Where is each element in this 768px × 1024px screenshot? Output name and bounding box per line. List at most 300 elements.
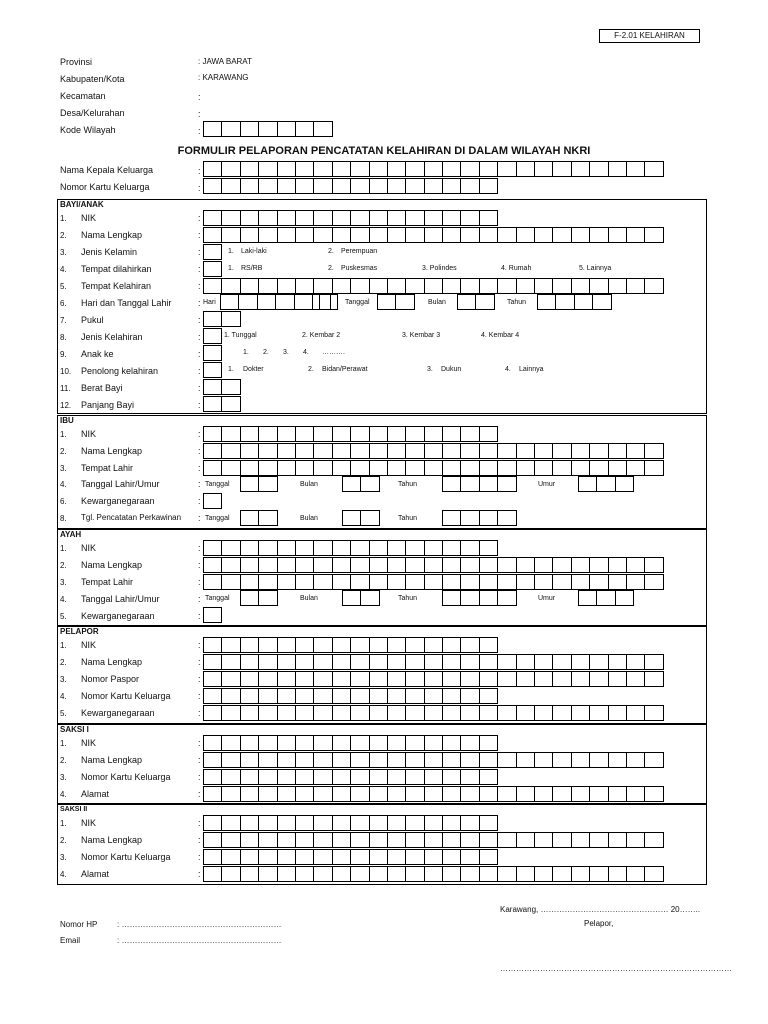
bayi-nik-boxes[interactable]: [203, 210, 497, 226]
input-cell[interactable]: [497, 460, 516, 476]
input-cell[interactable]: [626, 557, 645, 573]
input-cell[interactable]: [240, 769, 259, 785]
input-cell[interactable]: [332, 178, 351, 194]
input-cell[interactable]: [405, 849, 424, 865]
input-cell[interactable]: [516, 460, 535, 476]
input-cell[interactable]: [626, 832, 645, 848]
input-cell[interactable]: [387, 460, 406, 476]
input-cell[interactable]: [258, 735, 277, 751]
input-cell[interactable]: [313, 227, 332, 243]
input-cell[interactable]: [571, 752, 590, 768]
input-cell[interactable]: [460, 688, 479, 704]
input-cell[interactable]: [295, 210, 314, 226]
bayi-tanggal-boxes[interactable]: [377, 294, 414, 310]
input-cell[interactable]: [497, 654, 516, 670]
input-cell[interactable]: [534, 752, 553, 768]
input-cell[interactable]: [442, 815, 461, 831]
input-cell[interactable]: [387, 688, 406, 704]
input-cell[interactable]: [424, 752, 443, 768]
input-cell[interactable]: [615, 590, 634, 606]
input-cell[interactable]: [589, 557, 608, 573]
input-cell[interactable]: [479, 866, 498, 882]
input-cell[interactable]: [221, 121, 240, 137]
input-cell[interactable]: [442, 540, 461, 556]
input-cell[interactable]: [295, 443, 314, 459]
input-cell[interactable]: [479, 460, 498, 476]
input-cell[interactable]: [277, 654, 296, 670]
input-cell[interactable]: [277, 866, 296, 882]
input-cell[interactable]: [240, 510, 259, 526]
input-cell[interactable]: [221, 460, 240, 476]
input-cell[interactable]: [387, 278, 406, 294]
input-cell[interactable]: [332, 752, 351, 768]
input-cell[interactable]: [424, 540, 443, 556]
input-cell[interactable]: [387, 161, 406, 177]
input-cell[interactable]: [332, 832, 351, 848]
input-cell[interactable]: [350, 637, 369, 653]
input-cell[interactable]: [332, 574, 351, 590]
ibu-kawin-tgl-boxes[interactable]: [240, 510, 277, 526]
input-cell[interactable]: [479, 178, 498, 194]
input-cell[interactable]: [596, 590, 615, 606]
input-cell[interactable]: [257, 294, 276, 310]
input-cell[interactable]: [295, 688, 314, 704]
input-cell[interactable]: [424, 210, 443, 226]
ibu-kawin-thn-boxes[interactable]: [442, 510, 516, 526]
input-cell[interactable]: [460, 815, 479, 831]
input-cell[interactable]: [258, 688, 277, 704]
input-cell[interactable]: [369, 815, 388, 831]
input-cell[interactable]: [313, 210, 332, 226]
input-cell[interactable]: [342, 590, 361, 606]
ibu-nama-boxes[interactable]: [203, 443, 663, 459]
ayah-umur-boxes[interactable]: [578, 590, 633, 606]
input-cell[interactable]: [203, 688, 222, 704]
input-cell[interactable]: [387, 866, 406, 882]
input-cell[interactable]: [294, 294, 313, 310]
hp-field[interactable]: : ……………………………………………………: [117, 920, 282, 929]
input-cell[interactable]: [589, 278, 608, 294]
input-cell[interactable]: [203, 637, 222, 653]
input-cell[interactable]: [240, 866, 259, 882]
ibu-thn-boxes[interactable]: [442, 476, 516, 492]
input-cell[interactable]: [350, 832, 369, 848]
input-cell[interactable]: [203, 362, 222, 378]
input-cell[interactable]: [369, 210, 388, 226]
input-cell[interactable]: [240, 121, 259, 137]
input-cell[interactable]: [203, 540, 222, 556]
input-cell[interactable]: [203, 210, 222, 226]
input-cell[interactable]: [369, 735, 388, 751]
ibu-bln-boxes[interactable]: [342, 476, 379, 492]
input-cell[interactable]: [442, 460, 461, 476]
input-cell[interactable]: [313, 574, 332, 590]
input-cell[interactable]: [295, 426, 314, 442]
input-cell[interactable]: [424, 443, 443, 459]
input-cell[interactable]: [626, 654, 645, 670]
input-cell[interactable]: [497, 443, 516, 459]
input-cell[interactable]: [405, 705, 424, 721]
input-cell[interactable]: [405, 688, 424, 704]
input-cell[interactable]: [332, 460, 351, 476]
input-cell[interactable]: [589, 786, 608, 802]
input-cell[interactable]: [479, 161, 498, 177]
input-cell[interactable]: [497, 557, 516, 573]
input-cell[interactable]: [295, 786, 314, 802]
input-cell[interactable]: [552, 832, 571, 848]
input-cell[interactable]: [332, 210, 351, 226]
input-cell[interactable]: [350, 278, 369, 294]
input-cell[interactable]: [221, 540, 240, 556]
input-cell[interactable]: [608, 557, 627, 573]
input-cell[interactable]: [203, 557, 222, 573]
kode-wilayah-boxes[interactable]: [203, 121, 332, 137]
input-cell[interactable]: [332, 705, 351, 721]
input-cell[interactable]: [221, 178, 240, 194]
input-cell[interactable]: [240, 735, 259, 751]
input-cell[interactable]: [332, 278, 351, 294]
input-cell[interactable]: [460, 178, 479, 194]
input-cell[interactable]: [626, 752, 645, 768]
input-cell[interactable]: [405, 557, 424, 573]
input-cell[interactable]: [479, 654, 498, 670]
input-cell[interactable]: [258, 832, 277, 848]
input-cell[interactable]: [350, 161, 369, 177]
ibu-kwn-box[interactable]: [203, 493, 221, 509]
input-cell[interactable]: [460, 769, 479, 785]
input-cell[interactable]: [313, 443, 332, 459]
input-cell[interactable]: [479, 574, 498, 590]
saksi2-nama-boxes[interactable]: [203, 832, 663, 848]
input-cell[interactable]: [369, 688, 388, 704]
input-cell[interactable]: [405, 786, 424, 802]
input-cell[interactable]: [405, 769, 424, 785]
input-cell[interactable]: [387, 426, 406, 442]
input-cell[interactable]: [552, 752, 571, 768]
input-cell[interactable]: [221, 688, 240, 704]
input-cell[interactable]: [295, 637, 314, 653]
input-cell[interactable]: [497, 866, 516, 882]
input-cell[interactable]: [571, 866, 590, 882]
input-cell[interactable]: [277, 832, 296, 848]
input-cell[interactable]: [277, 705, 296, 721]
ibu-tgl-boxes[interactable]: [240, 476, 277, 492]
input-cell[interactable]: [221, 849, 240, 865]
input-cell[interactable]: [534, 786, 553, 802]
input-cell[interactable]: [313, 705, 332, 721]
input-cell[interactable]: [277, 540, 296, 556]
input-cell[interactable]: [644, 227, 663, 243]
input-cell[interactable]: [258, 574, 277, 590]
input-cell[interactable]: [615, 476, 634, 492]
saksi1-alamat-boxes[interactable]: [203, 786, 663, 802]
input-cell[interactable]: [369, 460, 388, 476]
input-cell[interactable]: [240, 590, 259, 606]
pelapor-nama-boxes[interactable]: [203, 654, 663, 670]
bayi-jk-box[interactable]: [203, 244, 221, 260]
input-cell[interactable]: [313, 278, 332, 294]
nomor-kk-boxes[interactable]: [203, 178, 497, 194]
input-cell[interactable]: [589, 574, 608, 590]
input-cell[interactable]: [277, 210, 296, 226]
input-cell[interactable]: [424, 866, 443, 882]
input-cell[interactable]: [313, 540, 332, 556]
input-cell[interactable]: [369, 832, 388, 848]
bayi-anakke-box[interactable]: [203, 345, 221, 361]
input-cell[interactable]: [479, 637, 498, 653]
input-cell[interactable]: [405, 574, 424, 590]
input-cell[interactable]: [442, 476, 461, 492]
input-cell[interactable]: [240, 161, 259, 177]
input-cell[interactable]: [332, 557, 351, 573]
input-cell[interactable]: [571, 832, 590, 848]
input-cell[interactable]: [460, 832, 479, 848]
input-cell[interactable]: [350, 460, 369, 476]
input-cell[interactable]: [240, 460, 259, 476]
input-cell[interactable]: [240, 227, 259, 243]
input-cell[interactable]: [442, 786, 461, 802]
input-cell[interactable]: [332, 786, 351, 802]
input-cell[interactable]: [221, 574, 240, 590]
input-cell[interactable]: [277, 443, 296, 459]
input-cell[interactable]: [258, 671, 277, 687]
bayi-penolong-box[interactable]: [203, 362, 221, 378]
input-cell[interactable]: [608, 786, 627, 802]
input-cell[interactable]: [460, 161, 479, 177]
input-cell[interactable]: [405, 443, 424, 459]
input-cell[interactable]: [442, 443, 461, 459]
input-cell[interactable]: [479, 443, 498, 459]
input-cell[interactable]: [589, 866, 608, 882]
ayah-tgl-boxes[interactable]: [240, 590, 277, 606]
input-cell[interactable]: [534, 161, 553, 177]
input-cell[interactable]: [221, 227, 240, 243]
input-cell[interactable]: [534, 866, 553, 882]
bayi-panjang-boxes[interactable]: [203, 396, 240, 412]
ayah-bln-boxes[interactable]: [342, 590, 379, 606]
input-cell[interactable]: [313, 426, 332, 442]
input-cell[interactable]: [350, 735, 369, 751]
input-cell[interactable]: [277, 278, 296, 294]
bayi-bulan-boxes[interactable]: [457, 294, 494, 310]
pelapor-kwn-boxes[interactable]: [203, 705, 663, 721]
input-cell[interactable]: [644, 557, 663, 573]
input-cell[interactable]: [258, 210, 277, 226]
input-cell[interactable]: [332, 671, 351, 687]
input-cell[interactable]: [534, 671, 553, 687]
pelapor-nik-boxes[interactable]: [203, 637, 497, 653]
input-cell[interactable]: [203, 345, 222, 361]
input-cell[interactable]: [295, 769, 314, 785]
input-cell[interactable]: [295, 735, 314, 751]
input-cell[interactable]: [258, 121, 277, 137]
input-cell[interactable]: [313, 557, 332, 573]
input-cell[interactable]: [534, 278, 553, 294]
input-cell[interactable]: [258, 476, 277, 492]
input-cell[interactable]: [332, 735, 351, 751]
input-cell[interactable]: [405, 540, 424, 556]
input-cell[interactable]: [369, 443, 388, 459]
input-cell[interactable]: [424, 786, 443, 802]
input-cell[interactable]: [405, 671, 424, 687]
input-cell[interactable]: [221, 866, 240, 882]
input-cell[interactable]: [240, 557, 259, 573]
input-cell[interactable]: [369, 637, 388, 653]
input-cell[interactable]: [240, 637, 259, 653]
input-cell[interactable]: [442, 849, 461, 865]
input-cell[interactable]: [377, 294, 396, 310]
input-cell[interactable]: [221, 832, 240, 848]
input-cell[interactable]: [221, 735, 240, 751]
saksi1-kk-boxes[interactable]: [203, 769, 497, 785]
input-cell[interactable]: [240, 705, 259, 721]
input-cell[interactable]: [258, 590, 277, 606]
input-cell[interactable]: [313, 654, 332, 670]
input-cell[interactable]: [552, 786, 571, 802]
input-cell[interactable]: [608, 278, 627, 294]
input-cell[interactable]: [295, 460, 314, 476]
input-cell[interactable]: [277, 574, 296, 590]
input-cell[interactable]: [405, 178, 424, 194]
input-cell[interactable]: [626, 671, 645, 687]
input-cell[interactable]: [387, 210, 406, 226]
input-cell[interactable]: [277, 849, 296, 865]
input-cell[interactable]: [395, 294, 414, 310]
input-cell[interactable]: [203, 244, 222, 260]
input-cell[interactable]: [626, 161, 645, 177]
input-cell[interactable]: [571, 671, 590, 687]
input-cell[interactable]: [424, 178, 443, 194]
input-cell[interactable]: [405, 426, 424, 442]
input-cell[interactable]: [258, 654, 277, 670]
input-cell[interactable]: [221, 752, 240, 768]
input-cell[interactable]: [221, 637, 240, 653]
input-cell[interactable]: [258, 866, 277, 882]
input-cell[interactable]: [442, 688, 461, 704]
input-cell[interactable]: [460, 752, 479, 768]
input-cell[interactable]: [574, 294, 593, 310]
ayah-tempat-boxes[interactable]: [203, 574, 663, 590]
input-cell[interactable]: [424, 832, 443, 848]
input-cell[interactable]: [424, 705, 443, 721]
input-cell[interactable]: [277, 637, 296, 653]
input-cell[interactable]: [479, 688, 498, 704]
input-cell[interactable]: [405, 161, 424, 177]
input-cell[interactable]: [221, 161, 240, 177]
input-cell[interactable]: [295, 278, 314, 294]
input-cell[interactable]: [360, 476, 379, 492]
input-cell[interactable]: [424, 735, 443, 751]
input-cell[interactable]: [369, 671, 388, 687]
input-cell[interactable]: [369, 866, 388, 882]
input-cell[interactable]: [644, 443, 663, 459]
input-cell[interactable]: [295, 866, 314, 882]
input-cell[interactable]: [571, 443, 590, 459]
input-cell[interactable]: [203, 460, 222, 476]
input-cell[interactable]: [424, 654, 443, 670]
input-cell[interactable]: [442, 178, 461, 194]
input-cell[interactable]: [277, 688, 296, 704]
input-cell[interactable]: [319, 294, 338, 310]
nama-kk-boxes[interactable]: [203, 161, 663, 177]
input-cell[interactable]: [387, 832, 406, 848]
input-cell[interactable]: [277, 769, 296, 785]
input-cell[interactable]: [552, 574, 571, 590]
input-cell[interactable]: [332, 540, 351, 556]
input-cell[interactable]: [277, 460, 296, 476]
input-cell[interactable]: [240, 178, 259, 194]
input-cell[interactable]: [221, 278, 240, 294]
input-cell[interactable]: [203, 379, 222, 395]
input-cell[interactable]: [342, 476, 361, 492]
bayi-hari-extra-box[interactable]: [319, 294, 337, 310]
input-cell[interactable]: [460, 786, 479, 802]
input-cell[interactable]: [369, 540, 388, 556]
input-cell[interactable]: [626, 443, 645, 459]
input-cell[interactable]: [608, 654, 627, 670]
input-cell[interactable]: [387, 443, 406, 459]
input-cell[interactable]: [571, 654, 590, 670]
input-cell[interactable]: [369, 227, 388, 243]
input-cell[interactable]: [479, 735, 498, 751]
input-cell[interactable]: [203, 426, 222, 442]
input-cell[interactable]: [203, 769, 222, 785]
input-cell[interactable]: [313, 460, 332, 476]
input-cell[interactable]: [552, 227, 571, 243]
input-cell[interactable]: [571, 786, 590, 802]
input-cell[interactable]: [360, 510, 379, 526]
input-cell[interactable]: [313, 121, 332, 137]
input-cell[interactable]: [369, 654, 388, 670]
input-cell[interactable]: [608, 460, 627, 476]
input-cell[interactable]: [332, 849, 351, 865]
input-cell[interactable]: [460, 540, 479, 556]
input-cell[interactable]: [479, 832, 498, 848]
input-cell[interactable]: [460, 426, 479, 442]
input-cell[interactable]: [442, 510, 461, 526]
input-cell[interactable]: [203, 443, 222, 459]
input-cell[interactable]: [608, 443, 627, 459]
input-cell[interactable]: [497, 590, 516, 606]
input-cell[interactable]: [203, 261, 222, 277]
input-cell[interactable]: [369, 426, 388, 442]
input-cell[interactable]: [516, 227, 535, 243]
input-cell[interactable]: [555, 294, 574, 310]
input-cell[interactable]: [203, 161, 222, 177]
ibu-tempat-boxes[interactable]: [203, 460, 663, 476]
input-cell[interactable]: [203, 849, 222, 865]
input-cell[interactable]: [221, 705, 240, 721]
input-cell[interactable]: [644, 278, 663, 294]
input-cell[interactable]: [475, 294, 494, 310]
input-cell[interactable]: [258, 752, 277, 768]
input-cell[interactable]: [405, 227, 424, 243]
input-cell[interactable]: [571, 161, 590, 177]
input-cell[interactable]: [295, 815, 314, 831]
input-cell[interactable]: [258, 460, 277, 476]
input-cell[interactable]: [350, 671, 369, 687]
input-cell[interactable]: [258, 161, 277, 177]
input-cell[interactable]: [534, 443, 553, 459]
input-cell[interactable]: [479, 540, 498, 556]
input-cell[interactable]: [516, 786, 535, 802]
input-cell[interactable]: [442, 426, 461, 442]
input-cell[interactable]: [387, 227, 406, 243]
input-cell[interactable]: [405, 866, 424, 882]
input-cell[interactable]: [460, 654, 479, 670]
input-cell[interactable]: [537, 294, 556, 310]
input-cell[interactable]: [589, 227, 608, 243]
